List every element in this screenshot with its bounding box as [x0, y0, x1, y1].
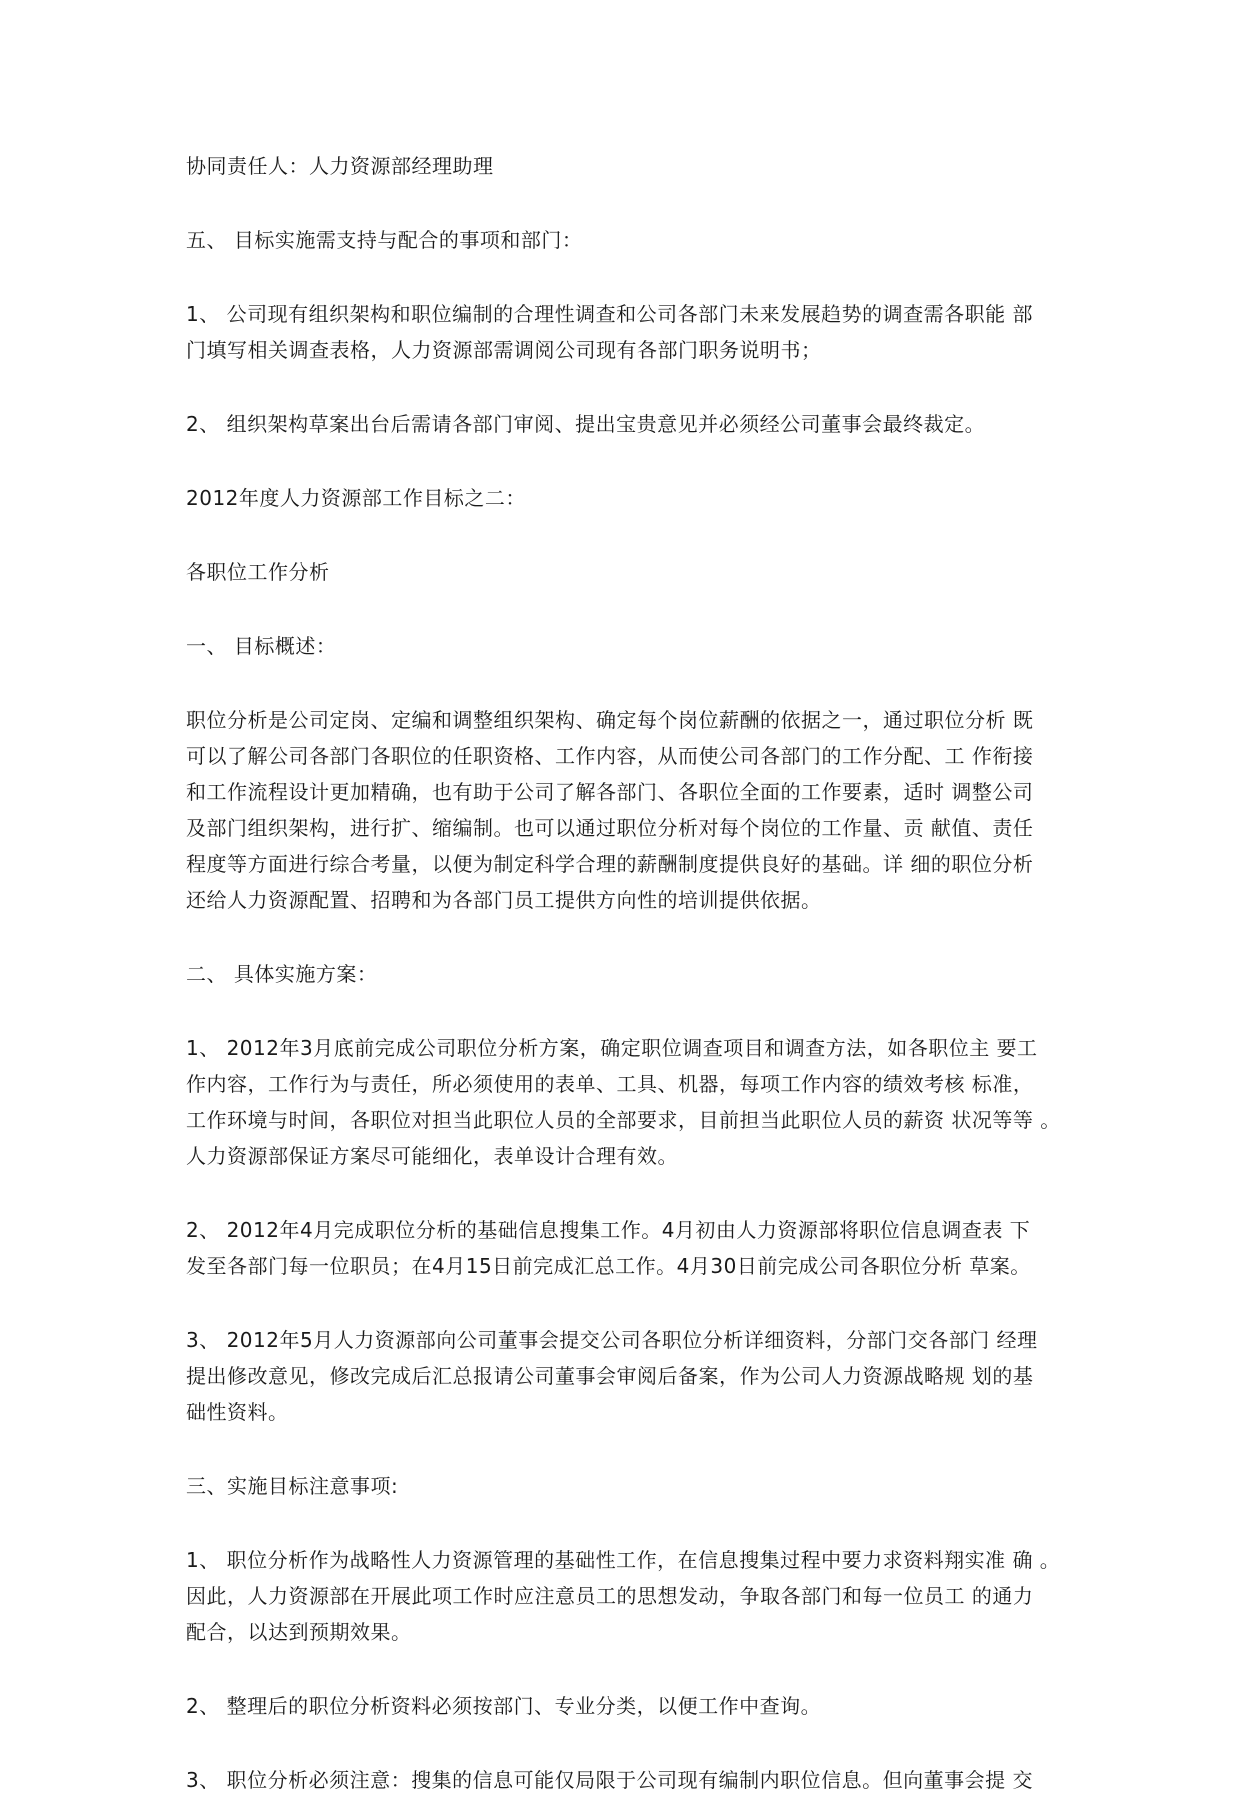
heading-job-analysis: 各职位工作分析: [186, 560, 330, 584]
paragraph-note-1: 1、 职位分析作为战略性人力资源管理的基础性工作，在信息搜集过程中要力求资料翔实准 确 。 因此，人力资源部在开展此项工作时应注意员工的思想发动，争取各部门和每一位员工 的通力 配合，以达到预期效果。: [186, 1548, 1061, 1644]
document-body: [186, 148, 1062, 1798]
paragraph-co-responsible: 协同责任人：人力资源部经理助理: [186, 154, 494, 178]
paragraph-plan-2: 2、 2012年4月完成职位分析的基础信息搜集工作。4月初由人力资源部将职位信息调查表 下 发至各部门每一位职员；在4月15日前完成汇总工作。4月30日前完成公司各职位分析 草案。: [186, 1218, 1031, 1278]
paragraph-note-2: 2、 整理后的职位分析资料必须按部门、专业分类，以便工作中查询。: [186, 1694, 822, 1718]
paragraph-note-3: 3、 职位分析必须注意：搜集的信息可能仅局限于公司现有编制内职位信息。但向董事会提 交: [186, 1768, 1033, 1792]
paragraph-item-2: 2、 组织架构草案出台后需请各部门审阅、提出宝贵意见并必须经公司董事会最终裁定。: [186, 412, 986, 436]
heading-implementation: 二、 具体实施方案：: [186, 962, 378, 986]
paragraph-item-1: 1、 公司现有组织架构和职位编制的合理性调查和公司各部门未来发展趋势的调查需各职能 部 门填写相关调查表格，人力资源部需调阅公司现有各部门职务说明书；: [186, 302, 1033, 362]
paragraph-overview: 职位分析是公司定岗、定编和调整组织架构、确定每个岗位薪酬的依据之一，通过职位分析 既 可以了解公司各部门各职位的任职资格、工作内容，从而使公司各部门的工作分配、工 作衔接 和工作流程设计更加精确，也有助于公司了解各部门、各职位全面的工作要素，适时 调整公司 及部门组织架构，进行扩、缩编制。也可以通过职位分析对每个岗位的工作量、贡 献值、责任 程度等方面进行综合考量，以便为制定科学合理的薪酬制度提供良好的基础。详 细的职位分析 还给人力资源配置、招聘和为各部门员工提供方向性的培训提供依据。: [186, 708, 1034, 912]
heading-section-five: 五、 目标实施需支持与配合的事项和部门：: [186, 228, 583, 252]
paragraph-plan-1: 1、 2012年3月底前完成公司职位分析方案，确定职位调查项目和调查方法，如各职位主 要工 作内容，工作行为与责任，所必须使用的表单、工具、机器，每项工作内容的绩效考核 标准， 工作环境与时间，各职位对担当此职位人员的全部要求，目前担当此职位人员的薪资 状况等等 。 人力资源部保证方案尽可能细化，表单设计合理有效。: [186, 1036, 1061, 1168]
paragraph-plan-3: 3、 2012年5月人力资源部向公司董事会提交公司各职位分析详细资料，分部门交各部门 经理 提出修改意见，修改完成后汇总报请公司董事会审阅后备案，作为公司人力资源战略规 划的基 础性资料。: [186, 1328, 1038, 1424]
heading-goal-two: 2012年度人力资源部工作目标之二：: [186, 486, 526, 510]
heading-overview: 一、 目标概述：: [186, 634, 337, 658]
heading-notes: 三、实施目标注意事项:: [186, 1474, 399, 1498]
